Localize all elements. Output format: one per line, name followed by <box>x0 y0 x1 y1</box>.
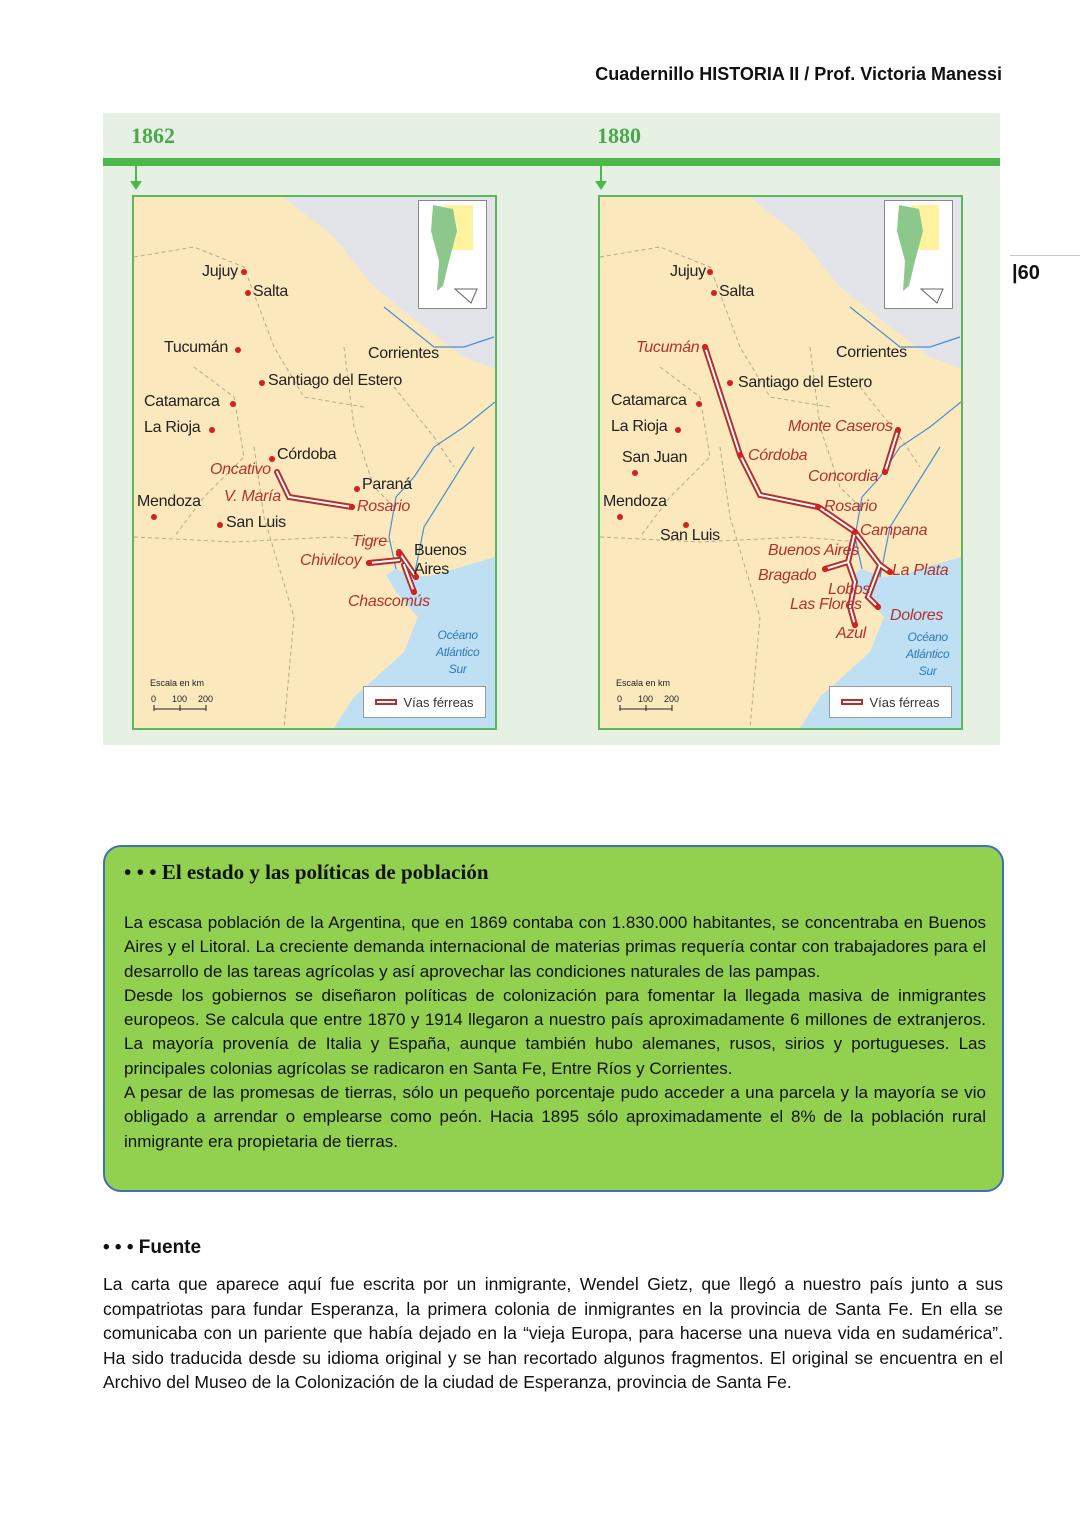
city-label: Concordia <box>808 468 879 485</box>
city-label: Mendoza <box>603 493 667 510</box>
map-1862 <box>132 195 497 730</box>
timeline-bar <box>103 158 1000 166</box>
city-label: Catamarca <box>611 392 687 409</box>
city-label: V. María <box>224 488 281 505</box>
city-label: Salta <box>719 283 754 300</box>
city-label: Chivilcoy <box>300 552 362 569</box>
city-label: La Plata <box>892 562 949 579</box>
city-label: Azul <box>836 625 866 642</box>
ocean-label: Océano Atlántico Sur <box>906 630 950 678</box>
city-label: Campana <box>860 522 928 539</box>
city-label: Salta <box>253 283 288 300</box>
city-label: Paraná <box>362 476 412 493</box>
map-legend <box>829 686 952 718</box>
city-label: Buenos <box>414 542 467 559</box>
city-label: Rosario <box>824 498 878 515</box>
source-heading: • • • Fuente <box>103 1237 202 1258</box>
box-paragraph: La escasa población de la Argentina, que en 1869 contaba con 1.830.000 habitantes, se concentraba en Buenos Aires y el Litoral. La creciente demanda internacional de materias primas requería contar con trabajadores para el desarrollo de las tareas agrícolas y así aprovechar las condiciones naturales de las pampas. <box>124 913 986 981</box>
city-label: Jujuy <box>202 263 238 280</box>
city-label: Bragado <box>758 567 817 584</box>
city-label: Tucumán <box>636 339 700 356</box>
city-label: San Luis <box>660 527 720 544</box>
scale-tick: 100 <box>638 694 654 704</box>
box-title: • • • El estado y las políticas de población <box>124 860 489 884</box>
scale-tick: 200 <box>198 694 214 704</box>
map-1880 <box>598 195 963 730</box>
city-label: Buenos Aires <box>768 542 859 559</box>
city-label: Mendoza <box>137 493 201 510</box>
document-header: Cuadernillo HISTORIA II / Prof. Victoria Manessi <box>595 64 1002 84</box>
city-label: Córdoba <box>277 446 337 463</box>
city-label: Rosario <box>357 498 411 515</box>
railway-maps-panel <box>103 113 1000 745</box>
city-label: Catamarca <box>144 393 220 410</box>
page-number-rule <box>1010 255 1080 256</box>
scale-title: Escala en km <box>616 678 671 688</box>
railway-legend-swatch <box>375 699 397 705</box>
city-label: Santiago del Estero <box>738 374 872 391</box>
scale-title: Escala en km <box>150 678 205 688</box>
argentina-inset-map <box>884 200 953 309</box>
ocean-label: Océano Atlántico Sur <box>436 628 480 676</box>
railway-legend-swatch <box>841 699 863 705</box>
box-paragraph: Desde los gobiernos se diseñaron políticas de colonización para fomentar la llegada masiva de inmigrantes europeos. Se calcula que entre 1870 y 1914 llegaron a nuestro país aproximadamente 6 millones de extranjeros. La mayoría provenía de Italia y España, aunque también hubo alemanes, rusos, sirios y portugueses. Las principales colonias agrícolas se radicaron en Santa Fe, Entre Ríos y Corrientes. <box>124 985 986 1078</box>
city-label: Tucumán <box>164 339 229 356</box>
box-paragraph: A pesar de las promesas de tierras, sólo un pequeño porcentaje pudo acceder a una parcela y la mayoría se vio obligado a arrendar o emplearse como peón. Hacia 1895 sólo aproximadamente el 8% de la población rural inmigrante era propietaria de tierras. <box>124 1083 986 1151</box>
scale-tick: 100 <box>172 694 188 704</box>
city-label: Chascomús <box>348 593 430 610</box>
legend-label: Vías férreas <box>869 694 940 710</box>
population-policy-box <box>103 845 1004 1192</box>
city-label: Santiago del Estero <box>268 372 402 389</box>
box-body <box>124 911 986 1154</box>
city-label: Jujuy <box>670 263 706 280</box>
city-label: Dolores <box>890 607 944 624</box>
argentina-inset-map <box>418 200 487 309</box>
city-label: La Rioja <box>611 418 668 435</box>
source-paragraph: La carta que aparece aquí fue escrita por un inmigrante, Wendel Gietz, que llegó a nuestro país junto a sus compatriotas para fundar Esperanza, la primera colonia de inmigrantes en la provincia de Santa Fe. En ella se comunicaba con un pariente que había dejado en la “vieja Europa, para hacerse una nueva vida en sudamérica”. Ha sido traducida desde su idioma original y se han recortado algunos fragmentos. El original se encuentra en el Archivo del Museo de la Colonización de la ciudad de Esperanza, provincia de Santa Fe. <box>103 1274 1003 1392</box>
city-label: Tigre <box>352 533 387 550</box>
city-label: San Luis <box>226 514 286 531</box>
city-label: San Juan <box>622 449 688 466</box>
timeline-arrow-1862 <box>135 166 137 182</box>
city-label: Monte Caseros <box>788 418 893 435</box>
city-label: La Rioja <box>144 419 201 436</box>
city-label: Aires <box>414 561 449 578</box>
year-label-1862: 1862 <box>131 123 175 148</box>
scale-tick: 200 <box>664 694 680 704</box>
city-label: Las Flores <box>790 596 862 613</box>
timeline-arrow-1880 <box>600 166 602 182</box>
scale-tick: 0 <box>151 694 157 704</box>
city-label: Oncativo <box>210 461 271 478</box>
city-label: Lobos <box>828 581 871 598</box>
legend-label: Vías férreas <box>403 694 474 710</box>
city-label: Corrientes <box>368 345 439 362</box>
city-label: Corrientes <box>836 344 907 361</box>
city-label: Córdoba <box>748 447 808 464</box>
year-label-1880: 1880 <box>597 123 641 148</box>
page-number: |60 <box>1012 262 1040 284</box>
scale-tick: 0 <box>617 694 623 704</box>
map-legend <box>363 686 486 718</box>
